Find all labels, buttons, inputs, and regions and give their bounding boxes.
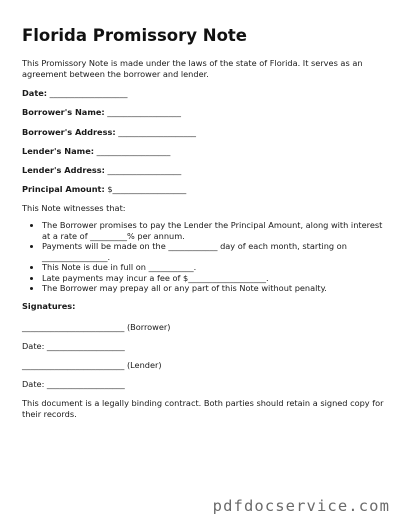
- site-watermark: pdfdocservice.com: [212, 497, 390, 515]
- date-field: [22, 88, 388, 99]
- lender-signature-date: Date: ___________________: [22, 379, 125, 390]
- witness-statement: This Note witnesses that:: [22, 203, 126, 214]
- borrower-signature-line: _________________________ (Borrower): [22, 321, 171, 332]
- field-label: Principal Amount:: [22, 184, 105, 195]
- field-label: Lender's Name:: [22, 145, 95, 156]
- lender-name-field: [22, 146, 388, 157]
- field-blank: __________________: [94, 145, 171, 156]
- lender-signature-line: _________________________ (Lender): [22, 360, 162, 371]
- closing-statement: This document is a legally binding contract. Both parties should retain a signed copy for their records.: [22, 398, 384, 419]
- term-payment-schedule: • Payments will be made on the ____________ day of each month, starting on ________________.: [42, 241, 388, 262]
- terms-list: [22, 220, 388, 294]
- promissory-note-document: [22, 26, 388, 420]
- field-label: Date:: [22, 88, 48, 99]
- term-late-fee: • Late payments may incur a fee of $___________________.: [42, 273, 388, 284]
- principal-amount-field: [22, 184, 388, 195]
- field-blank: $__________________: [104, 184, 187, 195]
- document-title: Florida Promissory Note: [22, 26, 247, 45]
- term-prepayment: • The Borrower may prepay all or any part of this Note without penalty.: [42, 283, 388, 294]
- borrower-address-field: [22, 127, 388, 138]
- intro-paragraph: This Promissory Note is made under the laws of the state of Florida. It serves as an agreement between the borrower and lender.: [22, 58, 363, 79]
- field-label: Borrower's Address:: [22, 126, 116, 137]
- field-blank: __________________: [104, 107, 181, 118]
- term-interest: • The Borrower promises to pay the Lender the Principal Amount, along with interest at a rate of _________% per annum.: [42, 220, 388, 241]
- signatures-heading: Signatures:: [22, 301, 76, 312]
- term-due-date: • This Note is due in full on ___________.: [42, 262, 388, 273]
- field-label: Borrower's Name:: [22, 107, 105, 118]
- field-blank: ___________________: [115, 126, 197, 137]
- borrower-signature-date: Date: ___________________: [22, 340, 125, 351]
- borrower-name-field: [22, 107, 388, 118]
- field-label: Lender's Address:: [22, 164, 105, 175]
- field-blank: ___________________: [47, 88, 128, 99]
- field-blank: __________________: [104, 164, 182, 175]
- lender-address-field: [22, 165, 388, 176]
- party-fields: [22, 88, 388, 195]
